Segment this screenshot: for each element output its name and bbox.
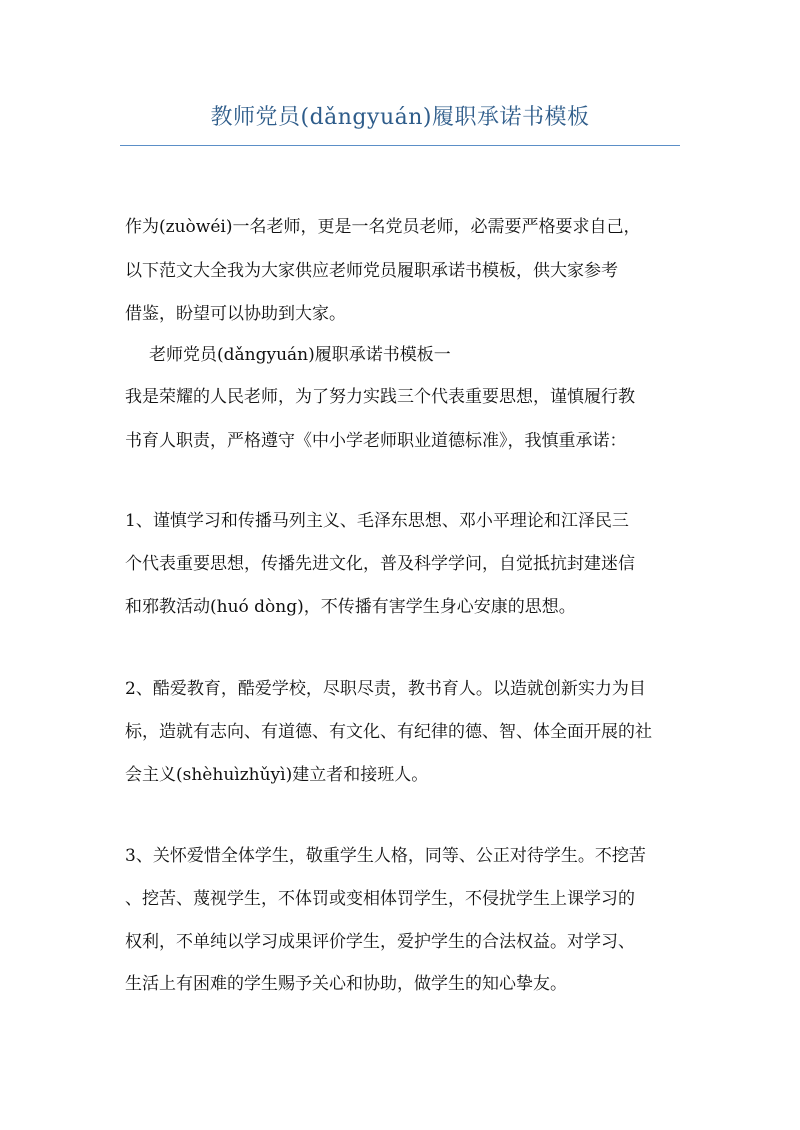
item3-line-4: 生活上有困难的学生赐予关心和协助，做学生的知心挚友。 [125, 974, 567, 994]
intro-line-1: 作为(zuòwéi)一名老师，更是一名党员老师，必需要严格要求自己， [125, 217, 641, 237]
item2-line-1: 2、酷爱教育，酷爱学校，尽职尽责，教书育人。以造就创新实力为目 [125, 679, 646, 699]
item2-line-2: 标，造就有志向、有道德、有文化、有纪律的德、智、体全面开展的社 [125, 722, 652, 742]
intro-line-3: 借鉴，盼望可以协助到大家。 [125, 304, 346, 324]
title-underline [120, 145, 680, 146]
item1-line-3: 和邪教活动(huó dòng)，不传播有害学生身心安康的思想。 [125, 597, 576, 617]
intro-line-2: 以下范文大全我为大家供应老师党员履职承诺书模板，供大家参考 [125, 261, 618, 281]
item3-line-2: 、挖苦、蔑视学生，不体罚或变相体罚学生，不侵扰学生上课学习的 [125, 889, 635, 909]
opening-line-1: 我是荣耀的人民老师，为了努力实践三个代表重要思想，谨慎履行教 [125, 387, 635, 407]
item3-line-1: 3、关怀爱惜全体学生，敬重学生人格，同等、公正对待学生。不挖苦 [125, 846, 646, 866]
section-heading: 老师党员(dǎngyuán)履职承诺书模板一 [149, 345, 451, 365]
item1-line-2: 个代表重要思想，传播先进文化，普及科学学问，自觉抵抗封建迷信 [125, 554, 635, 574]
item1-line-1: 1、谨慎学习和传播马列主义、毛泽东思想、邓小平理论和江泽民三 [125, 511, 629, 531]
item3-line-3: 权利，不单纯以学习成果评价学生，爱护学生的合法权益。对学习、 [125, 932, 635, 952]
item2-line-3: 会主义(shèhuìzhǔyì)建立者和接班人。 [125, 765, 429, 785]
opening-line-2: 书育人职责，严格遵守《中小学老师职业道德标准》，我慎重承诺： [125, 431, 627, 451]
document-title: 教师党员(dǎngyuán)履职承诺书模板 [210, 105, 590, 130]
